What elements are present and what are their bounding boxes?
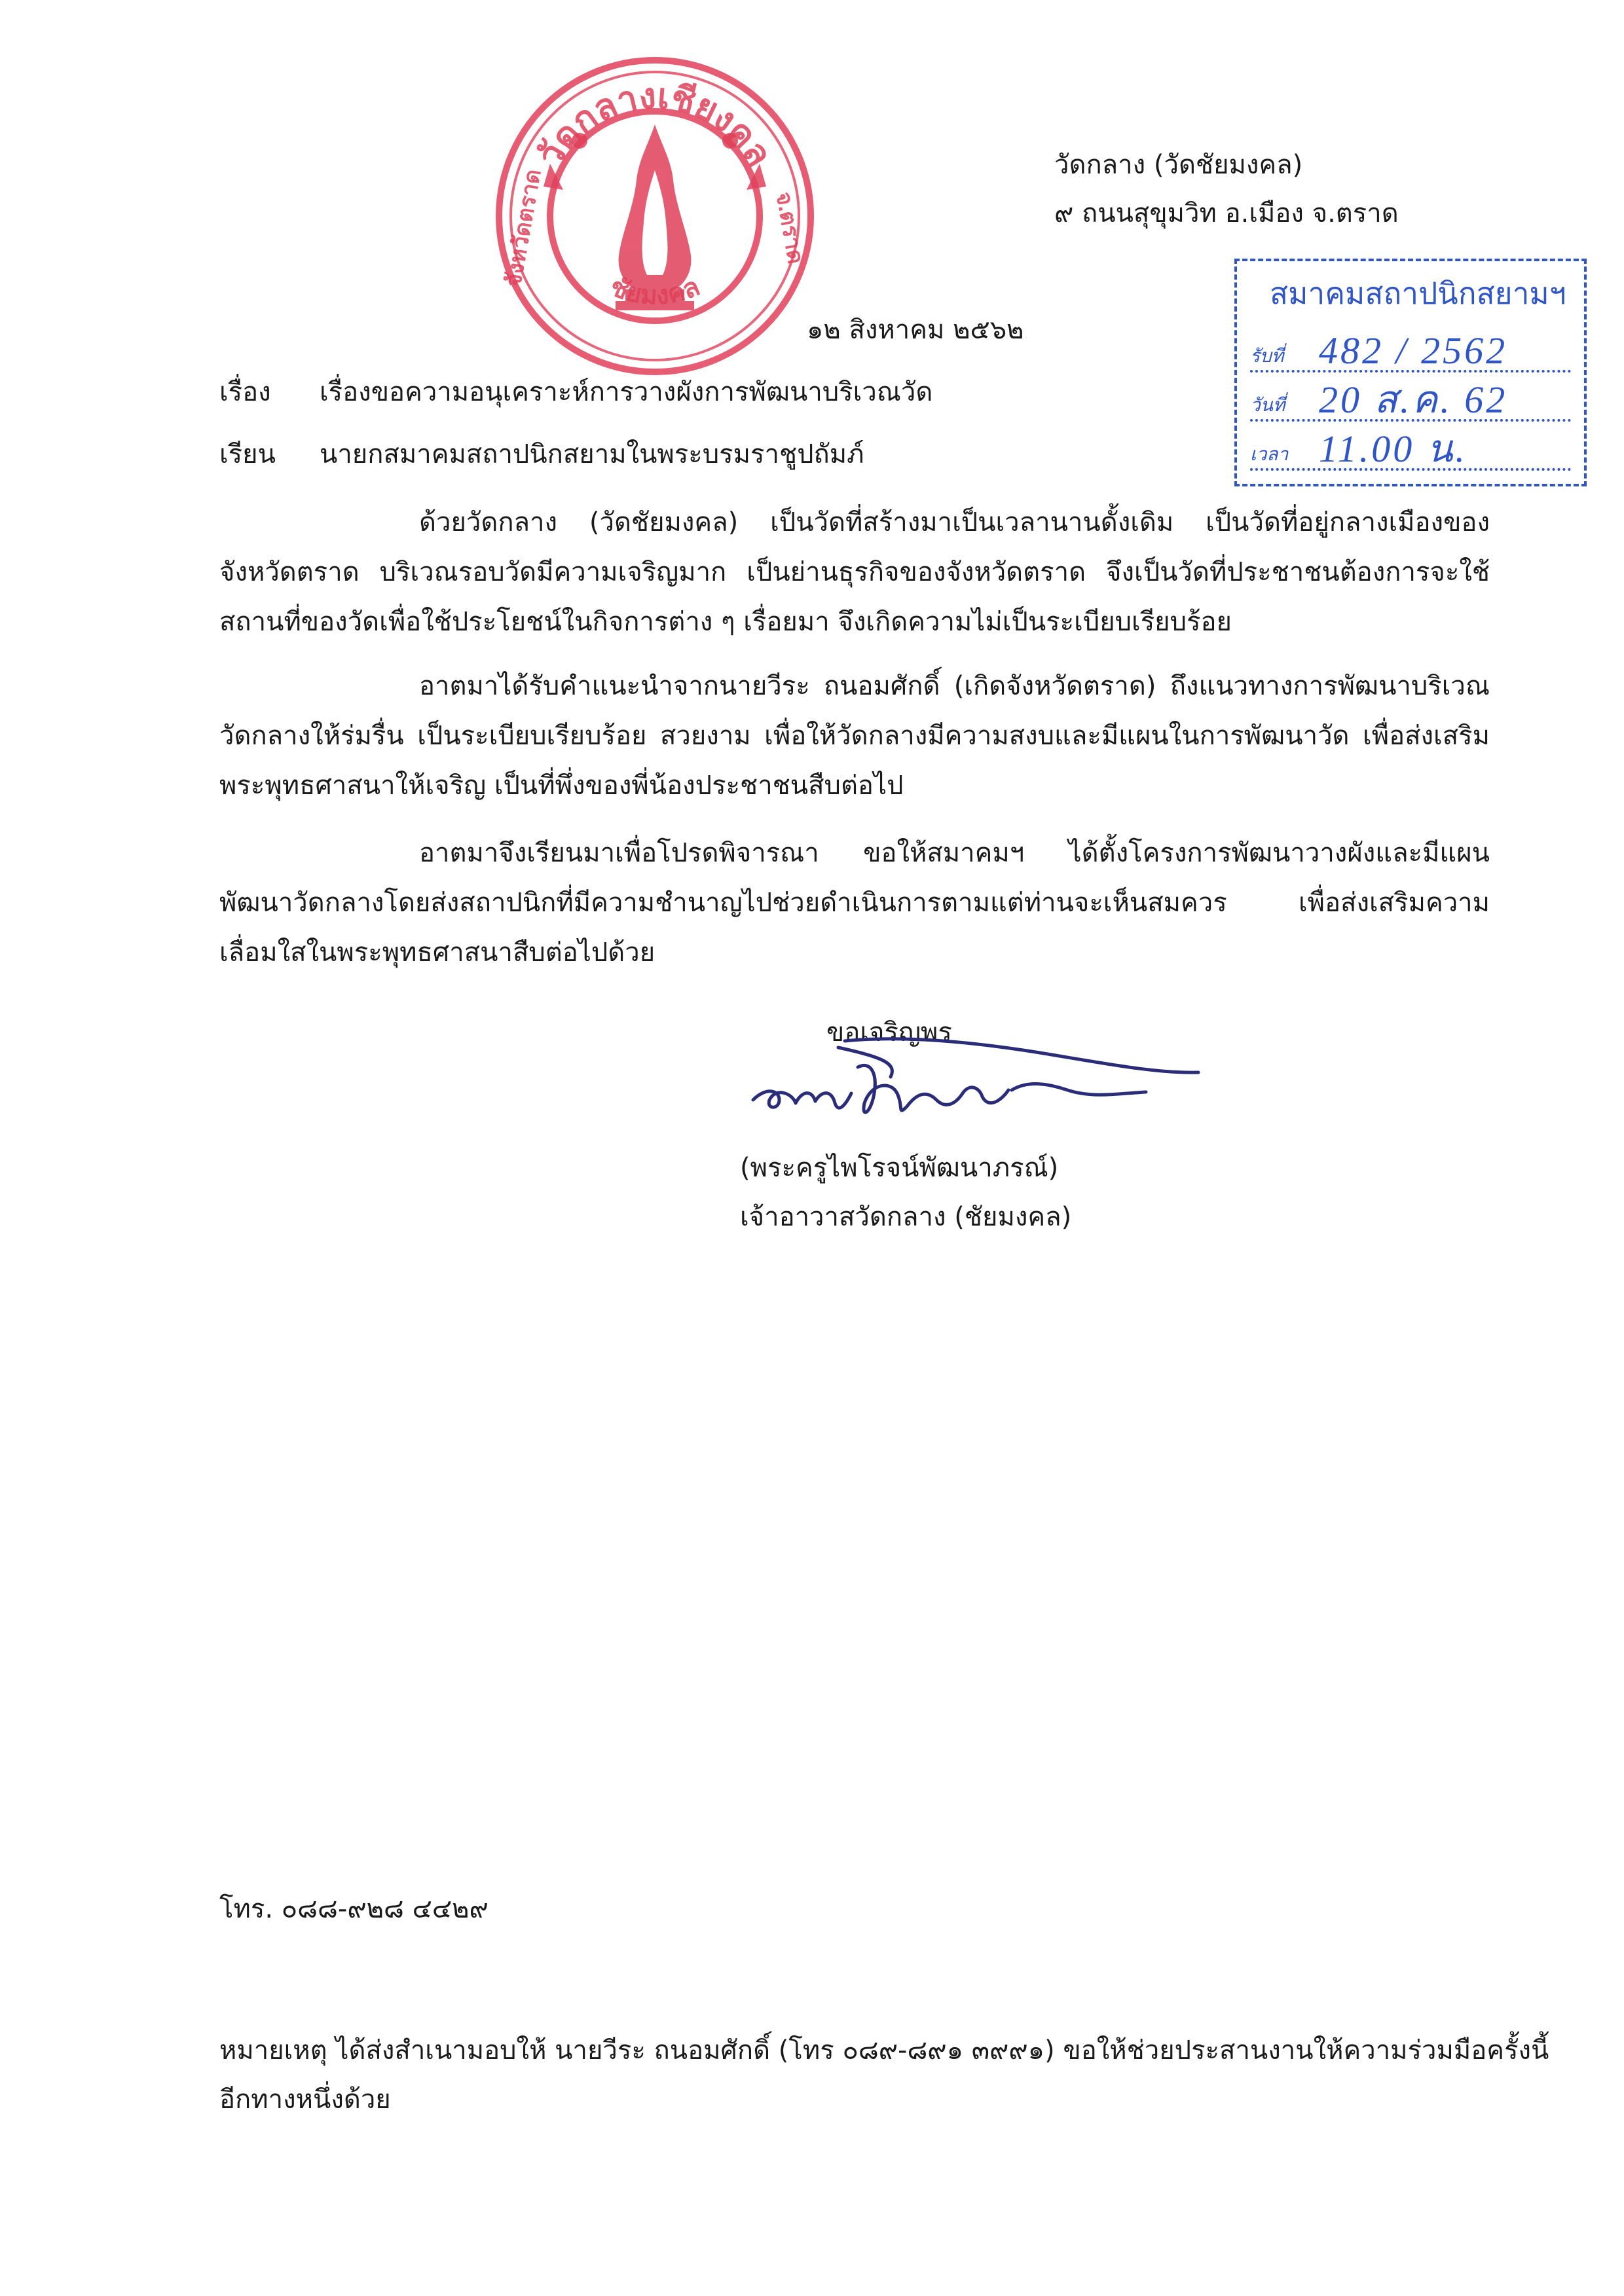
recipient-text: นายกสมาคมสถาปนิกสยามในพระบรมราชูปถัมภ์ [320, 439, 864, 469]
note-line-2: อีกทางหนึ่งด้วย [219, 2085, 391, 2115]
seal-bottom-text: ชัยมงคล [606, 272, 704, 310]
letter-date: ๑๒ สิงหาคม ๒๕๖๒ [807, 315, 1024, 345]
receipt-date-value: 20 ส.ค. 62 [1319, 378, 1508, 422]
receipt-date-label: วันที่ [1250, 395, 1285, 416]
signature-graphic [740, 1028, 1211, 1146]
signer-title: เจ้าอาวาสวัดกลาง (ชัยมงคล) [740, 1202, 1072, 1232]
recipient-label: เรียน [219, 439, 276, 469]
receipt-stamp-title: สมาคมสถาปนิกสยามฯ [1270, 276, 1566, 310]
closing-text: ขอเจริญพร [826, 1017, 952, 1048]
sender-address: ๙ ถนนสุขุมวิท อ.เมือง จ.ตราด [1054, 198, 1399, 228]
subject-label: เรื่อง [219, 377, 271, 407]
sender-name: วัดกลาง (วัดชัยมงคล) [1054, 150, 1303, 180]
body-paragraph-2: อาตมาได้รับคำแนะนำจากนายวีระ ถนอมศักดิ์ (เกิดจังหวัดตราด) ถึงแนวทางการพัฒนาบริเวณวัดกลางให้ร่มรื่น เป็นระเบียบเรียบร้อย สวยงาม เพื่อให้วัดกลางมีความสงบและมีแผนในการพัฒนาวัด เพื่อส่งเสริมพระพุทธศาสนาให้เจริญ เป็นที่พึ่งของพี่น้องประชาชนสืบต่อไป [219, 671, 1490, 801]
seal-top-text: วัดกลางเชียงคล [530, 76, 780, 173]
signer-name: (พระครูไพโรจน์พัฒนาภรณ์) [740, 1153, 1059, 1183]
seal-left-text: จังหวัดตราด [500, 167, 546, 289]
receipt-time-value: 11.00 น. [1319, 428, 1467, 471]
receipt-stamp-row-time [1250, 425, 1571, 471]
body-paragraph-1: ด้วยวัดกลาง (วัดชัยมงคล) เป็นวัดที่สร้างมาเป็นเวลานานดั้งเดิม เป็นวัดที่อยู่กลางเมืองของจังหวัดตราด บริเวณรอบวัดมีความเจริญมาก เป็นย่านธุรกิจของจังหวัดตราด จึงเป็นวัดที่ประชาชนต้องการจะใช้สถานที่ของวัดเพื่อใช้ประโยชน์ในกิจการต่าง ๆ เรื่อยมา จึงเกิดความไม่เป็นระเบียบเรียบร้อย [219, 507, 1490, 637]
subject-text: เรื่องขอความอนุเคราะห์การวางผังการพัฒนาบริเวณวัด [320, 377, 933, 407]
body-paragraph-3: อาตมาจึงเรียนมาเพื่อโปรดพิจารณา ขอให้สมาคมฯ ได้ตั้งโครงการพัฒนาวางผังและมีแผนพัฒนาวัดกลางโดยส่งสถาปนิกที่มีความชำนาญไปช่วยดำเนินการตามแต่ท่านจะเห็นสมควร เพื่อส่งเสริมความเลื่อมใสในพระพุทธศาสนาสืบต่อไปด้วย [219, 838, 1490, 968]
seal-right-text: จ.ตราด [771, 190, 809, 266]
receipt-number-label: รับที่ [1250, 346, 1284, 367]
receipt-stamp-row-date [1250, 376, 1571, 422]
receipt-time-label: เวลา [1250, 444, 1289, 465]
receipt-stamp-row-number [1250, 327, 1571, 373]
handwritten-signature [740, 1028, 1211, 1146]
note-line-1: หมายเหตุ ได้ส่งสำเนามอบให้ นายวีระ ถนอมศักดิ์ (โทร ๐๘๙-๘๙๑ ๓๙๙๑) ขอให้ช่วยประสานงานให้ความร่วมมือครั้งนี้ [219, 2035, 1549, 2066]
receipt-number-value: 482 / 2562 [1319, 329, 1508, 373]
temple-seal [485, 46, 825, 386]
seal-graphic [485, 46, 825, 386]
receipt-stamp [1234, 259, 1587, 486]
phone-number: โทร. ๐๘๘-๙๒๘ ๔๔๒๙ [219, 1894, 489, 1924]
